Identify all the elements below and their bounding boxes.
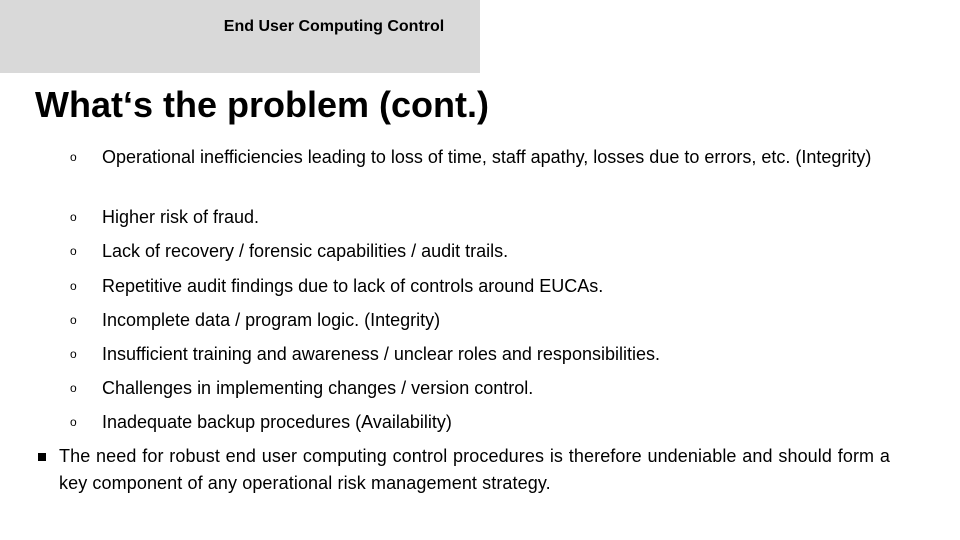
square-bullet-icon [38,453,46,461]
sub-bullet-item [70,273,890,300]
sub-bullet-item [70,409,890,436]
sub-bullet-text: Incomplete data / program logic. (Integrity) [102,310,441,330]
circle-bullet-icon: o [70,415,77,429]
sub-bullet-text: Inadequate backup procedures (Availability) [102,412,452,432]
sub-bullet-item [70,204,890,231]
circle-bullet-icon: o [70,150,77,164]
sub-bullet-item [70,238,890,265]
circle-bullet-icon: o [70,381,77,395]
main-bullet-item [38,443,890,497]
sub-bullet-text: Challenges in implementing changes / version control. [102,378,534,398]
sub-bullet-text: Insufficient training and awareness / unclear roles and responsibilities. [102,344,660,364]
sub-bullet-text: Higher risk of fraud. [102,207,260,227]
sub-bullet-text: Repetitive audit findings due to lack of controls around EUCAs. [102,276,604,296]
circle-bullet-icon: o [70,279,77,293]
sub-bullet-text: Operational inefficiencies leading to loss of time, staff apathy, losses due to errors, etc. (Integrity) [102,147,872,167]
sub-bullet-item [70,375,890,402]
sub-bullet-item [70,307,890,334]
circle-bullet-icon: o [70,347,77,361]
circle-bullet-icon: o [70,244,77,258]
sub-bullet-item [70,341,890,368]
circle-bullet-icon: o [70,313,77,327]
slide-title: What‘s the problem (cont.) [35,84,489,125]
sub-bullet-text: Lack of recovery / forensic capabilities / audit trails. [102,241,509,261]
main-bullet-text: The need for robust end user computing control procedures is therefore undeniable and should form a key component of any operational risk management strategy. [59,446,890,493]
sub-bullet-item [70,144,890,171]
header-title: End User Computing Control [223,18,445,35]
circle-bullet-icon: o [70,210,77,224]
header-band [0,0,480,73]
